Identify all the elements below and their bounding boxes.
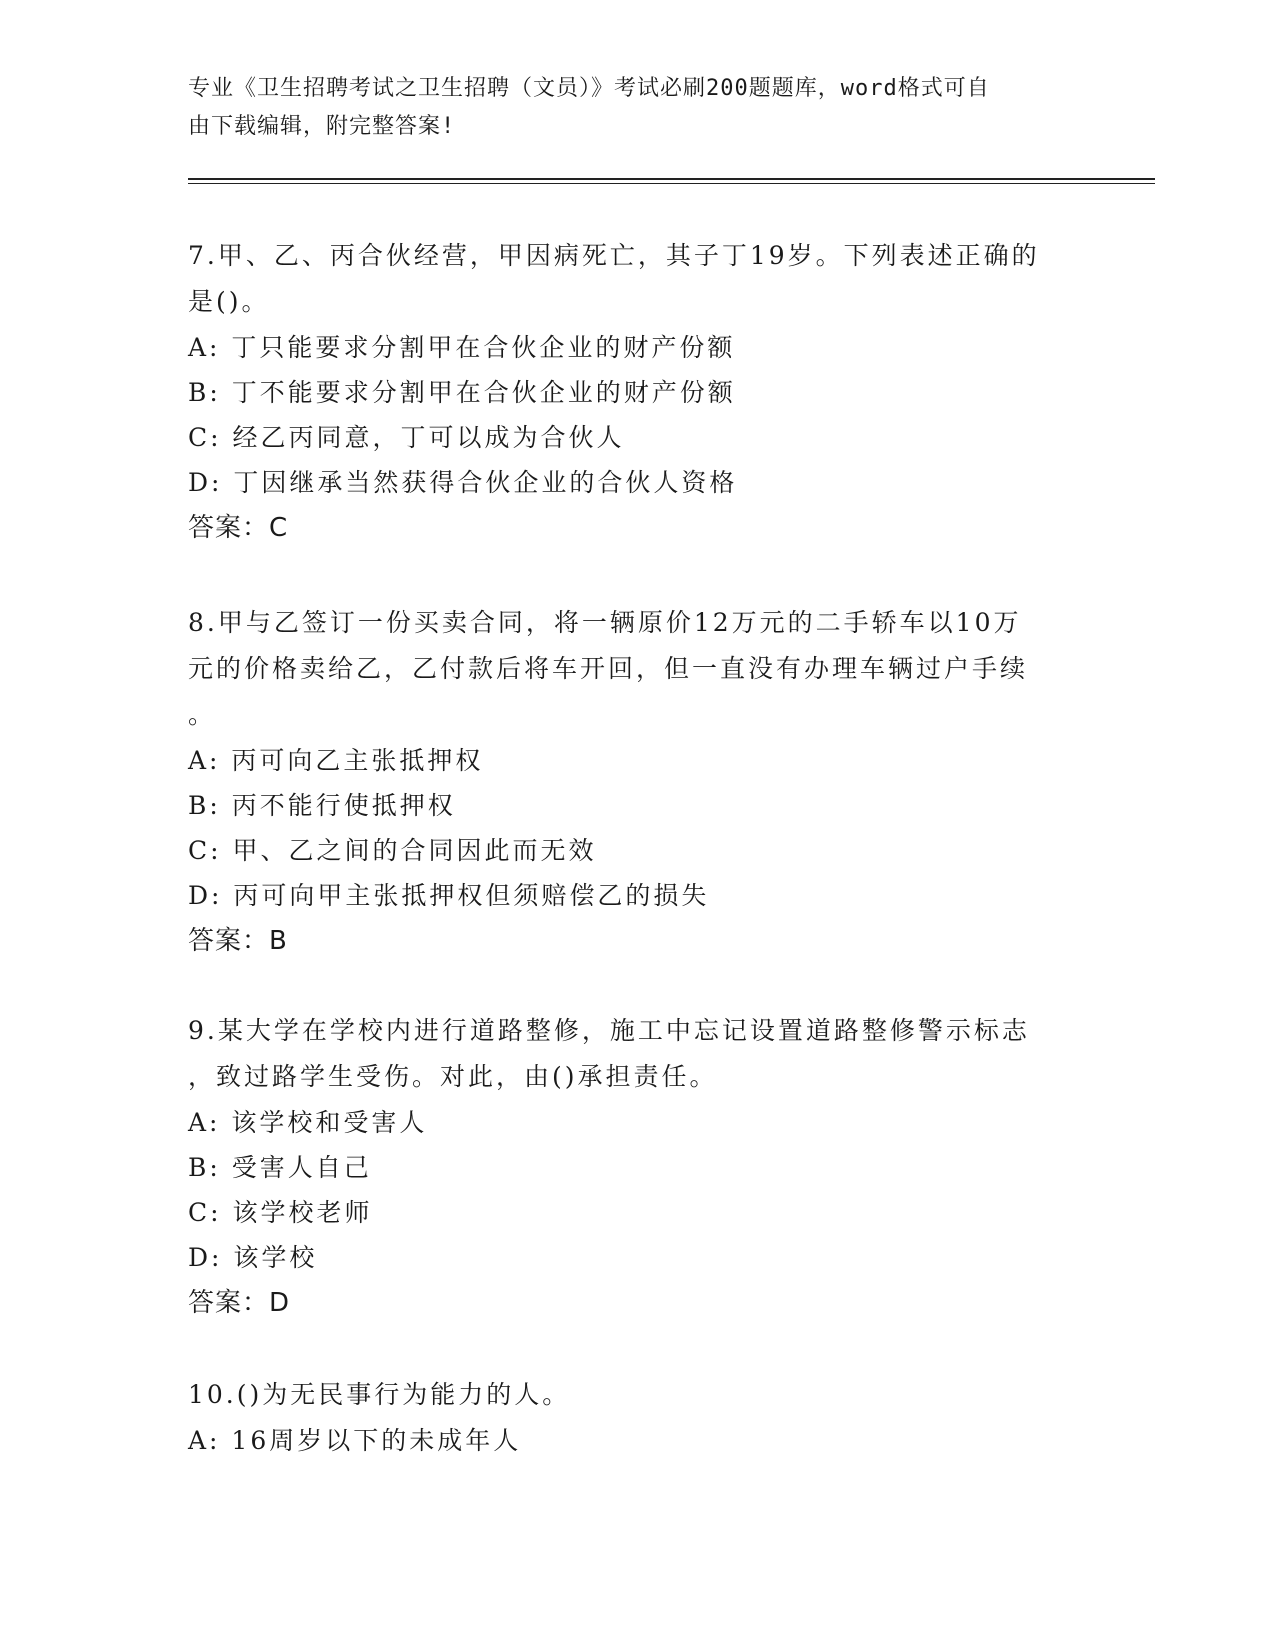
question-stem-line: 9.某大学在学校内进行道路整修，施工中忘记设置道路整修警示标志 [188,1016,1030,1045]
question-stem-line: 元的价格卖给乙，乙付款后将车开回，但一直没有办理车辆过户手续 [188,654,1029,683]
question-8 [188,600,1088,964]
question-9 [188,1008,1088,1326]
option-a: A: 丁只能要求分割甲在合伙企业的财产份额 [188,333,736,362]
option-b: B: 受害人自己 [188,1153,372,1182]
header-line-1: 专业《卫生招聘考试之卫生招聘（文员）》考试必刷200题题库，word格式可自 [188,76,990,101]
question-stem-line: 8.甲与乙签订一份买卖合同，将一辆原价12万元的二手轿车以10万 [188,608,1022,637]
option-b: B: 丁不能要求分割甲在合伙企业的财产份额 [188,378,736,407]
answer-label: 答案：C [188,513,289,543]
option-c: C: 该学校老师 [188,1198,373,1227]
question-stem-line: 是()。 [188,287,270,316]
option-a: A: 16周岁以下的未成年人 [188,1426,522,1455]
option-d: D: 丁因继承当然获得合伙企业的合伙人资格 [188,468,738,497]
question-7 [188,233,1088,551]
option-d: D: 丙可向甲主张抵押权但须赔偿乙的损失 [188,881,710,910]
option-c: C: 甲、乙之间的合同因此而无效 [188,836,597,865]
option-b: B: 丙不能行使抵押权 [188,791,456,820]
header-line-2: 由下载编辑，附完整答案! [188,114,456,139]
answer-label: 答案：D [188,1288,291,1318]
header-divider-thick [188,178,1155,180]
option-d: D: 该学校 [188,1243,318,1272]
option-a: A: 丙可向乙主张抵押权 [188,746,484,775]
document-header [188,70,1068,146]
option-c: C: 经乙丙同意，丁可以成为合伙人 [188,423,625,452]
question-stem-line: 。 [188,700,217,729]
question-stem-line: 7.甲、乙、丙合伙经营，甲因病死亡，其子丁19岁。下列表述正确的 [188,241,1040,270]
answer-label: 答案：B [188,926,288,956]
question-stem-line: ，致过路学生受伤。对此，由()承担责任。 [188,1062,718,1091]
question-stem-line: 10.()为无民事行为能力的人。 [188,1380,571,1409]
header-divider-thin [188,183,1155,184]
question-10 [188,1372,1088,1463]
option-a: A: 该学校和受害人 [188,1108,428,1137]
